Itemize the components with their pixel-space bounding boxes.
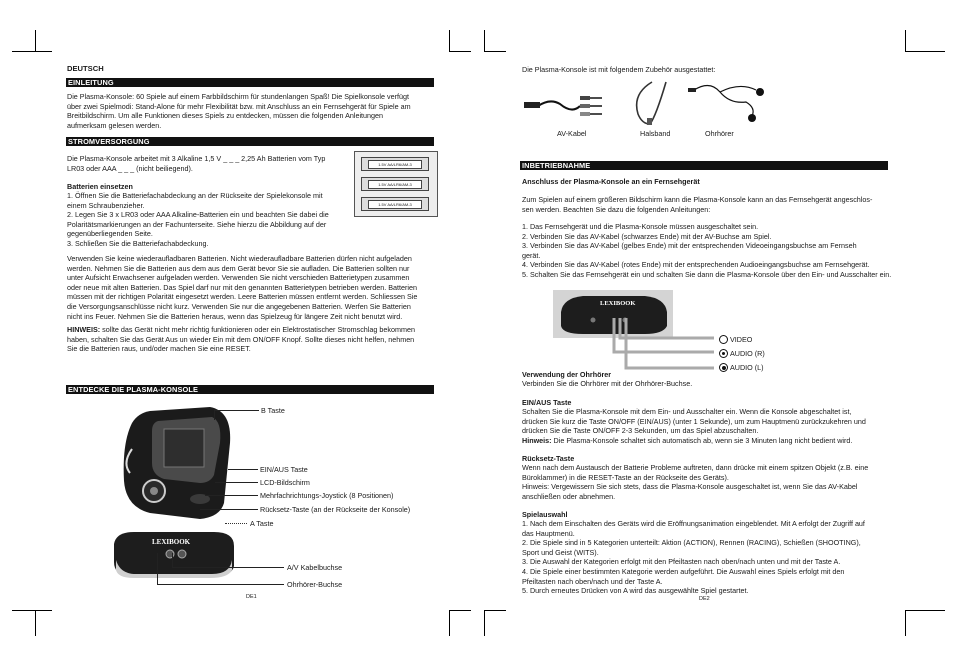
label-reset-button: Rücksetz-Taste (an der Rückseite der Konsole) — [260, 505, 411, 514]
game-step: 5. Durch erneutes Drücken von A wird das ausgewählte Spiel gestartet. — [522, 586, 749, 596]
warning-line: müssen mit der richtigen Polarität eingesetzt werden. Leere Batterien müssen entfernt werden. Schliessen Sie — [67, 292, 418, 302]
crop-mark — [12, 610, 52, 611]
setup-intro-line: Zum Spielen auf einem größeren Bildschirm kann die Plasma-Konsole kann an das Fernsehgerät angeschlos- — [522, 195, 873, 204]
setup-step: 2. Verbinden Sie das AV-Kabel (schwarzes Ende) mit der AV-Buchse am Spiel. — [522, 231, 772, 241]
warning-line: unter Aufsicht Erwachsener aufgeladen werden. Verwenden Sie nicht verschieden Batterietypen zusammen — [67, 273, 410, 283]
warning-line: Verwenden Sie keine wiederaufladbaren Batterien. Nicht wiederaufladbare Batterien dürfen nicht aufgeladen — [67, 254, 412, 263]
label-lcd-screen: LCD-Bildschirm — [260, 478, 310, 487]
warning-line: werden. Nehmen Sie die Batterien aus dem aus dem Gerät bevor Sie sie aufladen. Die Batterien sollten nur — [67, 263, 410, 273]
batteries-title: Batterien einsetzen — [67, 182, 133, 191]
hint-line: Sie die Batterien raus, und/oder machen Sie eine RESET. — [67, 344, 251, 354]
connector-audio-left: AUDIO (L) — [730, 363, 764, 372]
accessory-lanyard: Halsband — [640, 129, 671, 138]
battery-step: gegenüberliegenden Seite. — [67, 229, 153, 239]
label-b-button: B Taste — [261, 406, 285, 415]
reset-line: Wenn nach dem Austausch der Batterie Probleme auftreten, dann drücke mit einem spitzen Objekt (z.B. eine — [522, 463, 869, 472]
crop-mark — [12, 51, 52, 52]
label-av-jack: A/V Kabelbuchse — [287, 563, 343, 572]
audio-right-connector-icon — [719, 349, 728, 358]
warning-line: nicht ins Feuer. Nehmen Sie die Batterien heraus, wenn das Spielzeug für längere Zeit nicht benutzt wird. — [67, 311, 403, 321]
hint-line: sollte das Gerät nicht mehr richtig funktionieren oder ein Elektrostatischer Stromschlag bekommen — [100, 325, 415, 334]
section-heading-intro: EINLEITUNG — [66, 78, 434, 87]
hint-block — [67, 325, 439, 354]
game-step: das Hauptmenü. — [522, 528, 575, 538]
label-onoff-button: EIN/AUS Taste — [260, 465, 308, 474]
language-title: DEUTSCH — [67, 64, 104, 73]
section-heading-power: STROMVERSORGUNG — [66, 137, 434, 146]
crop-mark — [484, 30, 485, 52]
setup-step: 3. Verbinden Sie das AV-Kabel (gelbes Ende) mit der entsprechenden Videoeingangsbuchse am Fernseh — [522, 241, 857, 251]
intro-line: Breitbildschirm. Um alle Funktionen dieses Spiels zu entdecken, müssen die folgenden Anleitungen — [67, 111, 384, 121]
audio-left-connector-icon — [719, 363, 728, 372]
leader-line — [172, 553, 173, 567]
page-number: DE1 — [246, 594, 257, 600]
battery-step: 3. Schließen Sie die Batteriefachabdeckung. — [67, 238, 209, 248]
leader-line — [225, 523, 247, 525]
brand-logo: LEXIBOOK — [600, 300, 636, 307]
setup-steps — [522, 222, 902, 280]
av-cable-diagram — [600, 318, 718, 370]
battery — [361, 197, 429, 211]
console-image — [120, 403, 235, 521]
battery-label: 1.5V AA/LR6/AM-3 — [368, 200, 422, 209]
intro-line: Die Plasma-Konsole: 60 Spiele auf einem Farbbildschirm für stundenlangen Spaß! Die Spielkonsole verfügt — [67, 92, 409, 101]
onoff-hint-label: Hinweis: — [522, 435, 552, 445]
leader-line — [214, 410, 259, 411]
warning-line: die Versorgungsanschlüsse nicht kurz. Verwenden Sie nur die angegebenen Batterien. Werfen Sie Batterien — [67, 301, 411, 311]
reset-line: Büroklammer) in die RESET-Taste an der Rückseite des Geräts). — [522, 472, 729, 482]
battery-label: 1.5V AA/LR6/AM-3 — [368, 180, 422, 189]
section-heading-setup: INBETRIEBNAHME — [520, 161, 888, 170]
crop-mark — [484, 610, 485, 636]
hint-line: haben, schalten Sie das Gerät Aus un wieder Ein mit dem ON/OFF Knopf. Sollte dieses nicht helfen, nehmen — [67, 334, 415, 344]
onoff-line: Schalten Sie die Plasma-Konsole mit dem Ein- und Ausschalter ein. Wenn die Konsole abgeschaltet ist, — [522, 407, 852, 416]
page-number: DE2 — [699, 596, 710, 602]
crop-mark — [905, 610, 945, 611]
battery-steps — [67, 191, 367, 249]
leader-line — [157, 553, 158, 584]
battery-label: 1.5V AA/LR6/AM-3 — [368, 160, 422, 169]
battery-step: 1. Öffnen Sie die Batteriefachabdeckung an der Rückseite der Spielekonsole mit — [67, 191, 323, 200]
av-cable-icon — [524, 96, 602, 116]
reset-line: Hinweis: Vergewissern Sie sich stets, dass die Plasma-Konsole ausgeschaltet ist, wenn Sie das AV-Kabel — [522, 482, 858, 492]
battery — [361, 177, 429, 191]
crop-mark — [449, 30, 450, 52]
crop-mark — [905, 610, 906, 636]
onoff-text — [522, 407, 902, 445]
reset-text — [522, 463, 902, 501]
crop-mark — [449, 610, 450, 636]
accessories-illustration — [520, 78, 776, 126]
brand-logo: LEXIBOOK — [152, 538, 191, 546]
game-step: Pfeiltasten nach oben/nach und der Taste A. — [522, 576, 663, 586]
onoff-title: EIN/AUS Taste — [522, 398, 572, 407]
headphones-title: Verwendung der Ohrhörer — [522, 370, 612, 379]
leader-line — [228, 469, 258, 470]
setup-step: 1. Das Fernsehgerät und die Plasma-Konsole müssen ausgeschaltet sein. — [522, 222, 759, 231]
onoff-line: drücken Sie die Taste ON/OFF 2-3 Sekunden, um das Spiel abzuschalten. — [522, 426, 759, 436]
leader-line — [200, 509, 258, 510]
accessories-image — [520, 78, 776, 126]
power-line: LR03 oder AAA _ _ _ (nicht beiliegend). — [67, 163, 193, 173]
label-joystick: Mehrfachrichtungs-Joystick (8 Positionen) — [260, 491, 394, 500]
onoff-line: drücken Sie kurz die Taste ON/OFF (EIN/AUS) (unter 1 Sekunde), um zum Hauptmenü zurückzukehren und — [522, 416, 866, 426]
reset-line: anschließen oder abnehmen. — [522, 491, 616, 501]
label-a-button: A Taste — [250, 519, 274, 528]
setup-intro — [522, 195, 894, 214]
setup-step: gerät. — [522, 250, 541, 260]
video-connector-icon — [719, 335, 728, 344]
game-step: Sport und Geist (WITS). — [522, 547, 599, 557]
setup-step: 5. Schalten Sie das Fernsehgerät ein und schalten Sie dann die Plasma-Konsole über den Ein- und Ausschalter ein. — [522, 269, 892, 279]
intro-line: aufmerksam gelesen werden. — [67, 120, 162, 130]
earphones-icon — [688, 85, 764, 122]
game-step: 3. Die Auswahl der Kategorien erfolgt mit den Pfeiltasten nach oben/nach unten und mit der Taste A. — [522, 557, 841, 567]
label-headphone-jack: Ohrhörer-Buchse — [287, 580, 343, 589]
game-step: 2. Die Spiele sind in 5 Kategorien unterteilt: Aktion (ACTION), Rennen (RACING), Schießen (SHOOTING), — [522, 538, 861, 548]
accessories-intro: Die Plasma-Konsole ist mit folgendem Zubehör ausgestattet: — [522, 65, 716, 74]
crop-mark — [449, 610, 471, 611]
warning-line: oder neue mit alten Batterien. Das Spiel darf nur mit den genannten Batterietypen betrieben werden. Batterien — [67, 282, 418, 292]
game-step: 4. Die Spiele einer bestimmten Kategorie werden aufgeführt. Die Auswahl eines Spiels erfolgt mit den — [522, 566, 845, 576]
game-step: 1. Nach dem Einschalten des Geräts wird die Eröffnungsanimation eingeblendet. Mit A erfolgt der Zugriff auf — [522, 519, 865, 528]
connector-audio-right: AUDIO (R) — [730, 349, 765, 358]
battery-step: 2. Legen Sie 3 x LR03 oder AAA Alkaline-Batterien ein und beachten Sie dabei die — [67, 210, 329, 220]
intro-line: über zwei Spielmodi: Stand-Alone für mehr Flexibilität bzw. mit Anschluss an ein Fernsehgerät für Spiele am — [67, 101, 411, 111]
setup-step: 4. Verbinden Sie das AV-Kabel (rotes Ende) mit der entsprechenden Audioeingangsbuchse am Fernsehgerät. — [522, 260, 870, 270]
console-illustration — [120, 403, 235, 521]
crop-mark — [449, 51, 471, 52]
power-text — [67, 154, 357, 173]
crop-mark — [905, 51, 945, 52]
connector-video: VIDEO — [730, 335, 753, 344]
cable-lines — [600, 318, 718, 370]
power-line: Die Plasma-Konsole arbeitet mit 3 Alkaline 1,5 V _ _ _ 2,25 Ah Batterien vom Typ — [67, 154, 326, 163]
setup-subheading: Anschluss der Plasma-Konsole an ein Fernsehgerät — [522, 177, 700, 186]
console-side-image — [110, 530, 238, 580]
accessory-earphones: Ohrhörer — [705, 129, 734, 138]
battery-step: einem Schraubenzieher. — [67, 200, 145, 210]
setup-intro-line: sen werden. Beachten Sie dazu die folgenden Anleitungen: — [522, 204, 711, 214]
section-heading-discover: ENTDECKE DIE PLASMA-KONSOLE — [66, 385, 434, 394]
battery-step: Polaritätsmarkierungen an der Fachunterseite. Siehe hierzu die Abbildung auf der — [67, 219, 327, 229]
leader-line — [172, 567, 284, 568]
crop-mark — [35, 610, 36, 636]
game-steps — [522, 519, 902, 596]
battery — [361, 157, 429, 171]
leader-line — [205, 495, 258, 496]
hint-label: HINWEIS: — [67, 325, 101, 334]
intro-text — [67, 92, 437, 130]
accessory-av-cable: AV-Kabel — [557, 129, 587, 138]
game-title: Spielauswahl — [522, 510, 568, 519]
reset-title: Rücksetz-Taste — [522, 454, 575, 463]
crop-mark — [484, 51, 506, 52]
leader-line — [215, 482, 258, 483]
crop-mark — [484, 610, 506, 611]
crop-mark — [35, 30, 36, 52]
crop-mark — [905, 30, 906, 52]
lanyard-icon — [637, 82, 666, 125]
leader-line — [214, 410, 215, 420]
headphones-text: Verbinden Sie die Ohrhörer mit der Ohrhörer-Buchse. — [522, 379, 693, 388]
leader-line — [157, 584, 284, 585]
onoff-hint-text: Die Plasma-Konsole schaltet sich automatisch ab, wenn sie 3 Minuten lang nicht bedient wird. — [551, 435, 853, 445]
battery-warning — [67, 254, 439, 321]
